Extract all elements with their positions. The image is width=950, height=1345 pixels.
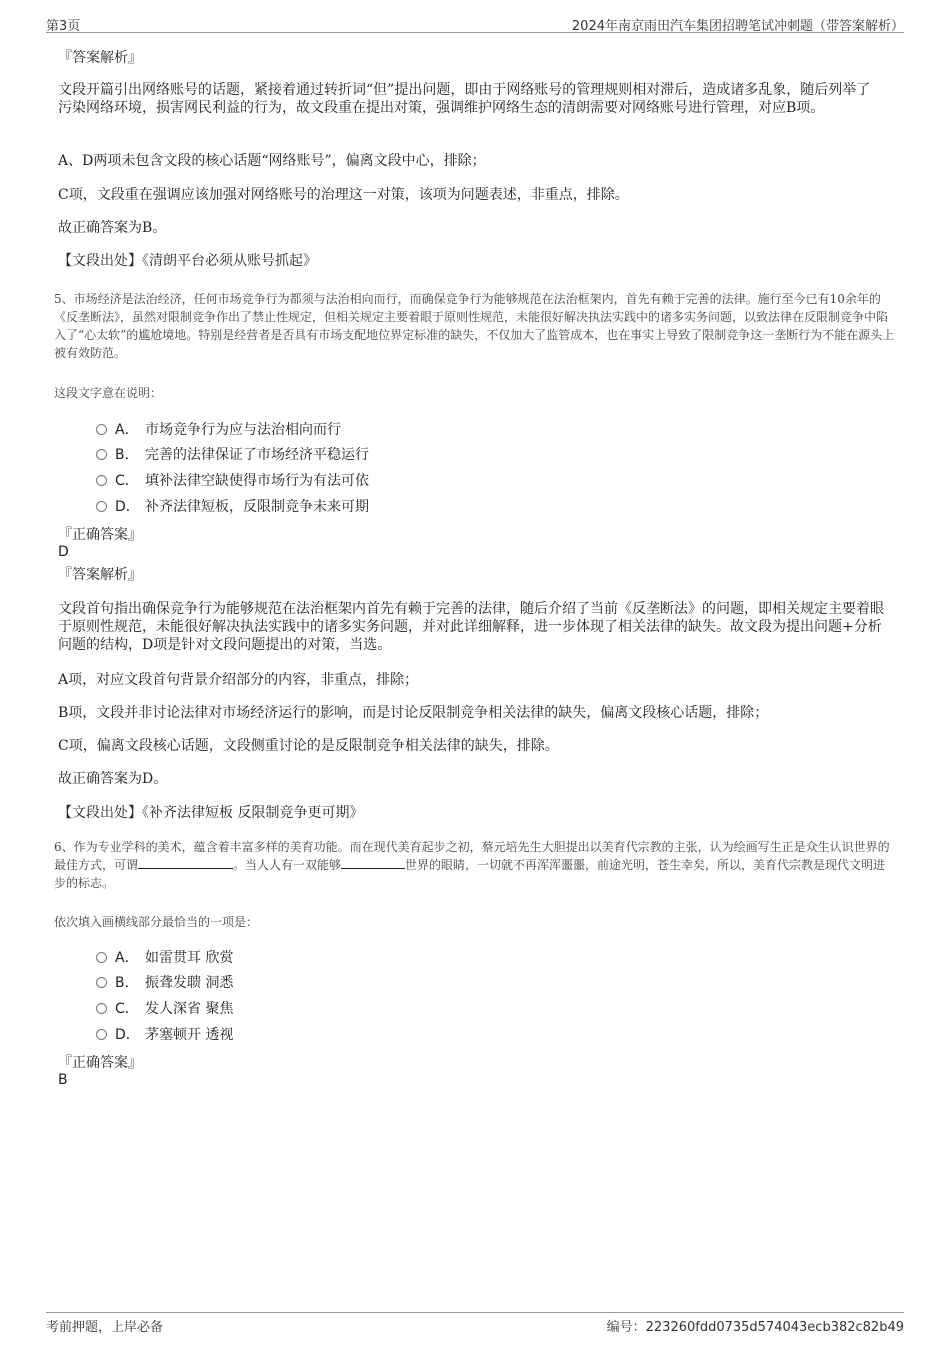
q5-conclusion: 故正确答案为D。 bbox=[58, 771, 168, 787]
option-letter: C． bbox=[115, 473, 139, 489]
q4-line-c: C项，文段重在强调应该加强对网络账号的治理这一对策，该项为问题表述，非重点，排除。 bbox=[58, 187, 629, 203]
footer-serial: 编号：223260fdd0735d574043ecb382c82b49 bbox=[606, 1320, 904, 1335]
radio-icon[interactable] bbox=[96, 952, 107, 963]
q4-source: 【文段出处】《清朗平台必须从账号抓起》 bbox=[58, 253, 317, 269]
q6-stem-part2: 。当人人有一双能够 bbox=[233, 858, 342, 872]
q5-question: 这段文字意在说明： bbox=[54, 386, 163, 400]
q5-source: 【文段出处】《补齐法律短板 反限制竞争更可期》 bbox=[58, 805, 364, 821]
option-letter: A． bbox=[115, 422, 139, 438]
q6-option-b[interactable] bbox=[96, 973, 233, 993]
option-text: 振聋发聩 洞悉 bbox=[145, 975, 234, 991]
option-text: 完善的法律保证了市场经济平稳运行 bbox=[145, 447, 369, 463]
radio-icon[interactable] bbox=[96, 1029, 107, 1040]
q6-answer-label: 『正确答案』 bbox=[58, 1055, 142, 1071]
radio-icon[interactable] bbox=[96, 1003, 107, 1014]
radio-icon[interactable] bbox=[96, 977, 107, 988]
q5-answer-label: 『正确答案』 bbox=[58, 527, 142, 543]
q5-option-d[interactable] bbox=[96, 497, 369, 517]
q5-line-c: C项，偏离文段核心话题，文段侧重讨论的是反限制竞争相关法律的缺失，排除。 bbox=[58, 738, 559, 754]
q6-stem-part1: 6、作为专业学科的美术，蕴含着丰富多样的美育功能。而在现代美育起步之初，蔡元培先生大胆提出以美育代宗教的主张，认为绘画写生正是众生认识世界的最佳方式，可谓 bbox=[54, 840, 890, 872]
q5-option-a[interactable] bbox=[96, 420, 341, 440]
option-text: 市场竞争行为应与法治相向而行 bbox=[145, 422, 341, 438]
q5-line-b: B项，文段并非讨论法律对市场经济运行的影响，而是讨论反限制竞争相关法律的缺失，偏离文段核心话题，排除； bbox=[58, 705, 769, 721]
document-title: 2024年南京雨田汽车集团招聘笔试冲刺题（带答案解析） bbox=[571, 19, 904, 34]
footer-slogan: 考前押题，上岸必备 bbox=[46, 1320, 164, 1335]
option-letter: B． bbox=[115, 975, 139, 991]
q6-option-c[interactable] bbox=[96, 999, 233, 1019]
radio-icon[interactable] bbox=[96, 501, 107, 512]
q6-question: 依次填入画横线部分最恰当的一项是： bbox=[54, 915, 259, 929]
q6-option-d[interactable] bbox=[96, 1025, 233, 1045]
option-letter: B． bbox=[115, 447, 139, 463]
page-header bbox=[46, 14, 904, 33]
radio-icon[interactable] bbox=[96, 475, 107, 486]
q5-analysis-label: 『答案解析』 bbox=[58, 567, 142, 583]
option-text: 如雷贯耳 欣赏 bbox=[145, 950, 234, 966]
q6-stem bbox=[54, 838, 896, 892]
q4-conclusion: 故正确答案为B。 bbox=[58, 220, 167, 236]
radio-icon[interactable] bbox=[96, 449, 107, 460]
q5-option-b[interactable] bbox=[96, 445, 369, 465]
q5-stem: 5、市场经济是法治经济，任何市场竞争行为都须与法治相向而行，而确保竞争行为能够规范在法治框架内，首先有赖于完善的法律。施行至今已有10余年的《反垄断法》，虽然对限制竞争作出了禁止性规定，但相关规定主要着眼于原则性规范，未能很好解决执法实践中的诸多实务问题，以致法律在反限制竞争中陷入了“心太软”的尴尬境地。特别是经营者是否具有市场支配地位界定标准的缺失，不仅加大了监管成本，也在事实上导致了限制竞争这一垄断行为不能在源头上被有效防范。 bbox=[54, 292, 895, 360]
option-letter: C． bbox=[115, 1001, 139, 1017]
option-text: 补齐法律短板，反限制竞争未来可期 bbox=[145, 499, 369, 515]
option-letter: A． bbox=[115, 950, 139, 966]
q6-stem-part3: 世界的眼睛，一切就不再浑浑噩噩，前途光明，苍生幸矣，所以，美育代宗教是现代文明进步的标志。 bbox=[54, 858, 886, 890]
option-text: 填补法律空缺使得市场行为有法可依 bbox=[145, 473, 369, 489]
page-number: 第3页 bbox=[46, 19, 81, 34]
q6-answer: B bbox=[58, 1072, 68, 1088]
q4-line-ad: A、D两项未包含文段的核心话题“网络账号”，偏离文段中心，排除； bbox=[58, 153, 486, 169]
option-text: 发人深省 聚焦 bbox=[145, 1001, 234, 1017]
q5-option-c[interactable] bbox=[96, 471, 369, 491]
q4-analysis-text: 文段开篇引出网络账号的话题，紧接着通过转折词“但”提出问题，即由于网络账号的管理规则相对滞后，造成诸多乱象，随后列举了污染网络环境，损害网民利益的行为，故文段重在提出对策，强调维护网络生态的清朗需要对网络账号进行管理，对应B项。 bbox=[58, 82, 871, 116]
q5-line-a: A项，对应文段首句背景介绍部分的内容，非重点，排除； bbox=[58, 672, 419, 688]
q5-analysis-text: 文段首句指出确保竞争行为能够规范在法治框架内首先有赖于完善的法律，随后介绍了当前《反垄断法》的问题，即相关规定主要着眼于原则性规范，未能很好解决执法实践中的诸多实务问题，并对此详细解释，进一步体现了相关法律的缺失。故文段为提出问题+分析问题的结构，D项是针对文段问题提出的对策，当选。 bbox=[58, 601, 884, 653]
blank-line-1 bbox=[138, 856, 233, 869]
option-text: 茅塞顿开 透视 bbox=[145, 1027, 234, 1043]
option-letter: D． bbox=[115, 499, 140, 515]
option-letter: D． bbox=[115, 1027, 140, 1043]
page-footer bbox=[46, 1312, 904, 1335]
blank-line-2 bbox=[341, 856, 405, 869]
radio-icon[interactable] bbox=[96, 424, 107, 435]
q5-answer: D bbox=[58, 544, 69, 560]
q6-option-a[interactable] bbox=[96, 948, 233, 968]
q4-analysis-label: 『答案解析』 bbox=[58, 50, 142, 66]
